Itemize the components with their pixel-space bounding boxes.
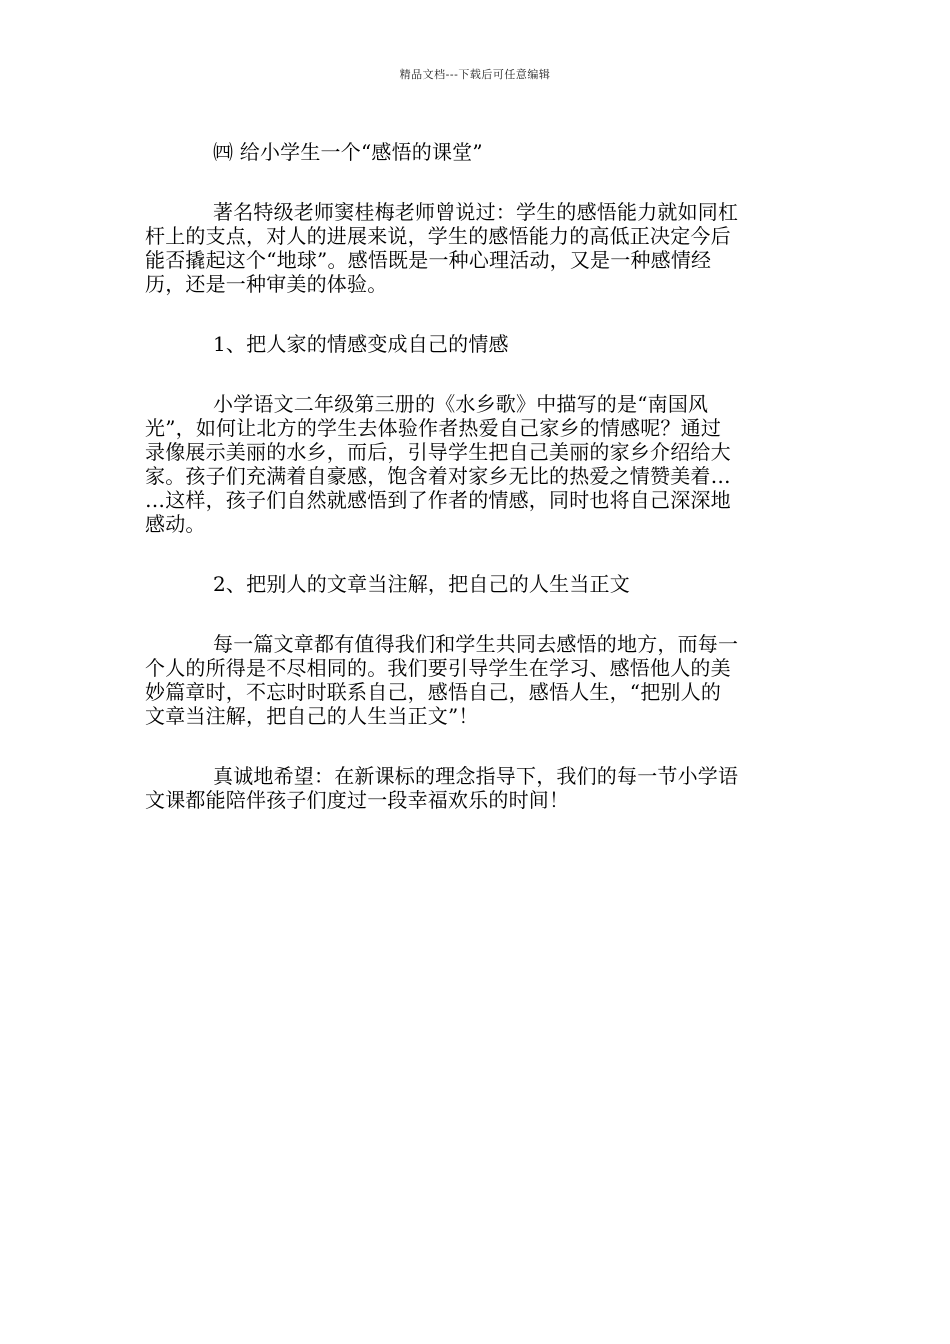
paragraph-line: 杆上的支点，对人的进展来说，学生的感悟能力的高低正决定今后 — [145, 224, 731, 248]
paragraph-line: 小学语文二年级第三册的《水乡歌》中描写的是“南国风 — [213, 392, 709, 416]
paragraph-line: 感动。 — [145, 512, 206, 536]
document-body — [145, 140, 807, 812]
paragraph-line: 能否撬起这个“地球”。感悟既是一种心理活动，又是一种感情经 — [145, 248, 712, 272]
paragraph-line: 文课都能陪伴孩子们度过一段幸福欢乐的时间！ — [145, 788, 570, 812]
paragraph — [145, 392, 807, 536]
paragraph-line: 文章当注解，把自己的人生当正文”！ — [145, 704, 479, 728]
subsection-heading: 1、把人家的情感变成自己的情感 — [213, 332, 509, 356]
subsection-heading: 2、把别人的文章当注解，把自己的人生当正文 — [213, 572, 630, 596]
paragraph-line: 妙篇章时，不忘时时联系自己，感悟自己，感悟人生，“把别人的 — [145, 680, 722, 704]
paragraph — [145, 200, 807, 296]
paragraph-line: 每一篇文章都有值得我们和学生共同去感悟的地方，而每一 — [213, 632, 739, 656]
paragraph — [145, 764, 807, 812]
paragraph-line: 著名特级老师窦桂梅老师曾说过：学生的感悟能力就如同杠 — [213, 200, 739, 224]
paragraph-line: 真诚地希望：在新课标的理念指导下，我们的每一节小学语 — [213, 764, 739, 788]
page-header: 精品文档---下载后可任意编辑 — [399, 68, 551, 81]
paragraph-line: …这样，孩子们自然就感悟到了作者的情感，同时也将自己深深地 — [145, 488, 731, 512]
paragraph-line: 家。孩子们充满着自豪感，饱含着对家乡无比的热爱之情赞美着… — [145, 464, 731, 488]
paragraph-line: 历，还是一种审美的体验。 — [145, 272, 388, 296]
paragraph-line: 个人的所得是不尽相同的。我们要引导学生在学习、感悟他人的美 — [145, 656, 731, 680]
section-heading: ㈣ 给小学生一个“感悟的课堂” — [213, 140, 483, 164]
paragraph — [145, 632, 807, 728]
paragraph-line: 录像展示美丽的水乡，而后，引导学生把自己美丽的家乡介绍给大 — [145, 440, 731, 464]
paragraph-line: 光”，如何让北方的学生去体验作者热爱自己家乡的情感呢？通过 — [145, 416, 722, 440]
